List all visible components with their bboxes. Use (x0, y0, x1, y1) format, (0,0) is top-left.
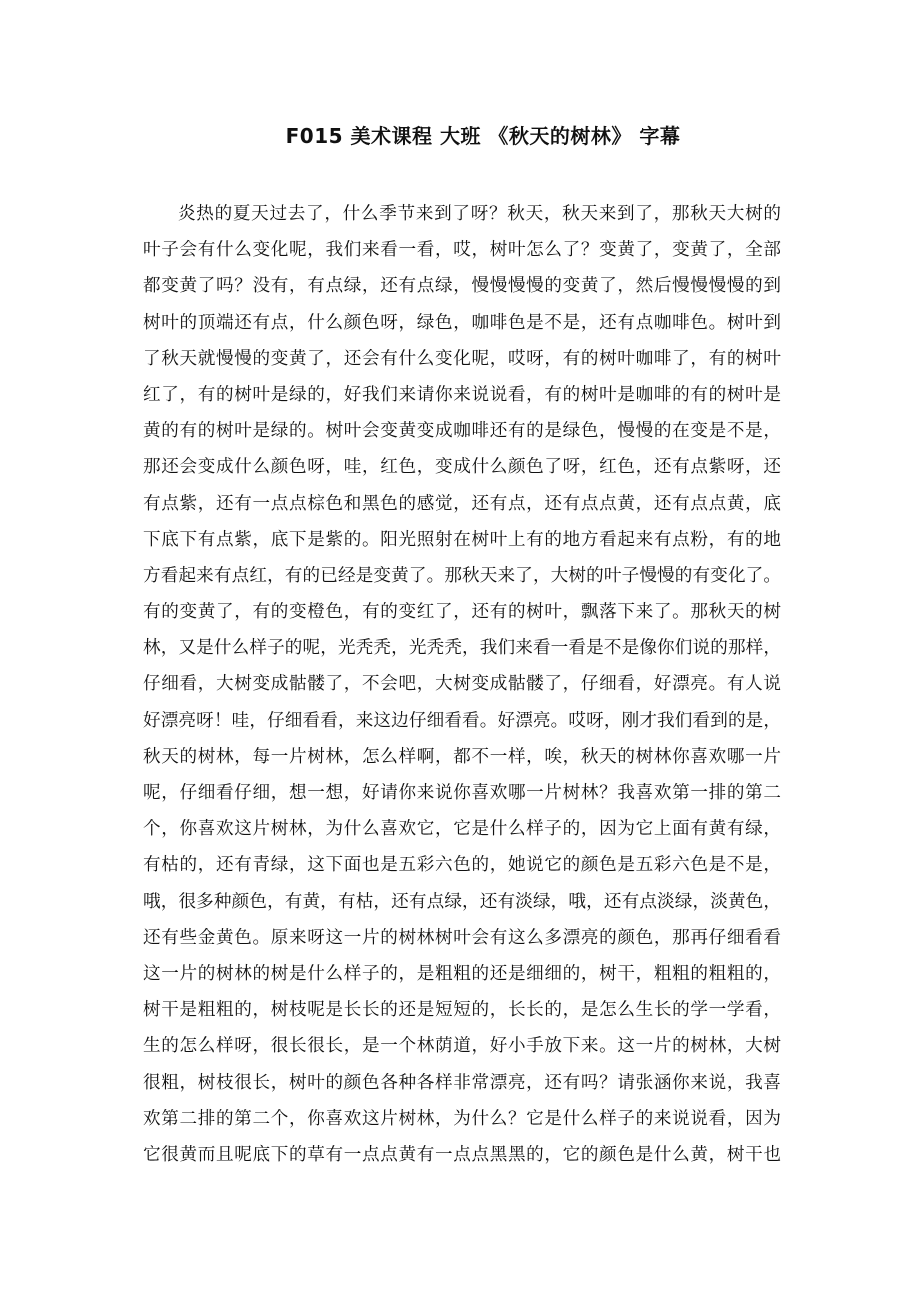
transcript-line: 欢第二排的第二个，你喜欢这片树林，为什么？它是什么样子的来说说看，因为 (143, 1108, 781, 1129)
transcript-line: 这一片的树林的树是什么样子的，是粗粗的还是细细的，树干，粗粗的粗粗的， (143, 963, 781, 984)
transcript-line: 很粗，树枝很长，树叶的颜色各种各样非常漂亮，还有吗？请张涵你来说，我喜 (143, 1072, 781, 1093)
transcript-line: 好漂亮呀！哇，仔细看看，来这边仔细看看。好漂亮。哎呀，刚才我们看到的是， (143, 710, 781, 731)
transcript-line: 秋天的树林，每一片树林，怎么样啊，都不一样，唉，秋天的树林你喜欢哪一片 (143, 746, 781, 767)
transcript-line: 树干是粗粗的，树枝呢是长长的还是短短的，长长的，是怎么生长的学一学看， (143, 1000, 781, 1021)
transcript-line: 炎热的夏天过去了，什么季节来到了呀？秋天，秋天来到了，那秋天大树的 (178, 204, 781, 224)
transcript-line: 红了，有的树叶是绿的，好我们来请你来说说看，有的树叶是咖啡的有的树叶是 (143, 384, 781, 405)
transcript-line: 黄的有的树叶是绿的。树叶会变黄变成咖啡还有的是绿色，慢慢的在变是不是， (143, 421, 781, 442)
document-title: F015 美术课程 大班 《秋天的树林》 字幕 (285, 124, 681, 148)
transcript-line: 那还会变成什么颜色呀，哇，红色，变成什么颜色了呀，红色，还有点紫呀，还 (143, 457, 781, 478)
transcript-line: 林，又是什么样子的呢，光秃秃，光秃秃，我们来看一看是不是像你们说的那样， (143, 638, 781, 659)
transcript-line: 哦，很多种颜色，有黄，有枯，还有点绿，还有淡绿，哦，还有点淡绿，淡黄色， (143, 891, 781, 912)
transcript-line: 有枯的，还有青绿，这下面也是五彩六色的，她说它的颜色是五彩六色是不是， (143, 855, 781, 876)
transcript-line: 仔细看，大树变成骷髅了，不会吧，大树变成骷髅了，仔细看，好漂亮。有人说 (143, 674, 781, 695)
transcript-line: 有的变黄了，有的变橙色，有的变红了，还有的树叶，飘落下来了。那秋天的树 (143, 602, 781, 623)
transcript-line: 有点紫，还有一点点棕色和黑色的感觉，还有点，还有点点黄，还有点点黄，底 (143, 493, 781, 514)
transcript-line: 个，你喜欢这片树林，为什么喜欢它，它是什么样子的，因为它上面有黄有绿， (143, 819, 781, 840)
transcript-line: 都变黄了吗？没有，有点绿，还有点绿，慢慢慢慢的变黄了，然后慢慢慢慢的到 (143, 276, 781, 297)
transcript-line: 叶子会有什么变化呢，我们来看一看，哎，树叶怎么了？变黄了，变黄了，全部 (143, 240, 781, 261)
transcript-line: 还有些金黄色。原来呀这一片的树林树叶会有这么多漂亮的颜色，那再仔细看看 (143, 927, 781, 948)
transcript-line: 了秋天就慢慢的变黄了，还会有什么变化呢，哎呀，有的树叶咖啡了，有的树叶 (143, 348, 781, 369)
transcript-line: 它很黄而且呢底下的草有一点点黄有一点点黑黑的，它的颜色是什么黄，树干也 (143, 1144, 781, 1165)
transcript-line: 树叶的顶端还有点，什么颜色呀，绿色，咖啡色是不是，还有点咖啡色。树叶到 (143, 312, 781, 333)
subtitle-transcript (143, 196, 781, 1173)
transcript-line: 下底下有点紫，底下是紫的。阳光照射在树叶上有的地方看起来有点粉，有的地 (143, 529, 781, 550)
transcript-line: 呢，仔细看仔细，想一想，好请你来说你喜欢哪一片树林？我喜欢第一排的第二 (143, 783, 781, 803)
transcript-line: 方看起来有点红，有的已经是变黄了。那秋天来了，大树的叶子慢慢的有变化了。 (143, 565, 781, 586)
transcript-line: 生的怎么样呀，很长很长，是一个林荫道，好小手放下来。这一片的树林，大树 (143, 1036, 781, 1057)
